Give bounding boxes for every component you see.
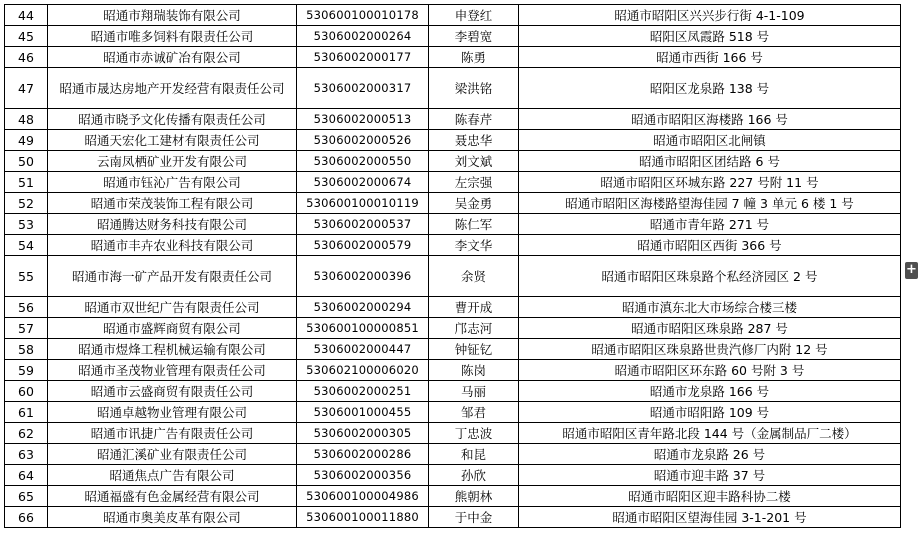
row-number-cell: 59: [5, 360, 48, 381]
legal-person-cell: 陈勇: [429, 47, 519, 68]
address-cell: 昭阳区龙泉路 138 号: [519, 68, 901, 109]
legal-person-cell: 聂忠华: [429, 130, 519, 151]
company-name-cell: 昭通市双世纪广告有限责任公司: [48, 297, 297, 318]
table-row: [5, 47, 901, 68]
address-cell: 昭通市青年路 271 号: [519, 214, 901, 235]
company-name-cell: 昭通焦点广告有限公司: [48, 465, 297, 486]
registration-code-cell: 530600100011880: [297, 507, 429, 528]
company-name-cell: 昭通福盛有色金属经营有限公司: [48, 486, 297, 507]
table-row: [5, 214, 901, 235]
address-cell: 昭通市昭阳区兴兴步行街 4-1-109: [519, 5, 901, 26]
registration-code-cell: 5306002000177: [297, 47, 429, 68]
table-row: [5, 193, 901, 214]
legal-person-cell: 李碧宽: [429, 26, 519, 47]
row-number-cell: 63: [5, 444, 48, 465]
company-name-cell: 昭通市奥美皮革有限公司: [48, 507, 297, 528]
company-name-cell: 昭通市丰卉农业科技有限公司: [48, 235, 297, 256]
legal-person-cell: 钟钲钇: [429, 339, 519, 360]
table-row: [5, 26, 901, 47]
table-row: [5, 235, 901, 256]
table-row: [5, 130, 901, 151]
address-cell: 昭通市西街 166 号: [519, 47, 901, 68]
address-cell: 昭通市昭阳区西街 366 号: [519, 235, 901, 256]
address-cell: 昭通市昭阳区珠泉路世贵汽修厂内附 12 号: [519, 339, 901, 360]
address-cell: 昭阳区凤霞路 518 号: [519, 26, 901, 47]
legal-person-cell: 余贤: [429, 256, 519, 297]
legal-person-cell: 陈春芹: [429, 109, 519, 130]
row-number-cell: 54: [5, 235, 48, 256]
legal-person-cell: 陈仁军: [429, 214, 519, 235]
company-name-cell: 昭通市钰沁广告有限公司: [48, 172, 297, 193]
address-cell: 昭通市昭阳区珠泉路 287 号: [519, 318, 901, 339]
registration-code-cell: 5306002000537: [297, 214, 429, 235]
table-row: [5, 402, 901, 423]
company-name-cell: 昭通汇溪矿业有限责任公司: [48, 444, 297, 465]
registration-code-cell: 5306001000455: [297, 402, 429, 423]
registration-code-cell: 5306002000674: [297, 172, 429, 193]
table-row: [5, 465, 901, 486]
registration-code-cell: 5306002000447: [297, 339, 429, 360]
table-row: [5, 68, 901, 109]
registration-code-cell: 5306002000286: [297, 444, 429, 465]
row-number-cell: 52: [5, 193, 48, 214]
legal-person-cell: 吴金勇: [429, 193, 519, 214]
address-cell: 昭通市昭阳区青年路北段 144 号（金属制品厂二楼）: [519, 423, 901, 444]
registration-code-cell: 5306002000579: [297, 235, 429, 256]
address-cell: 昭通市龙泉路 26 号: [519, 444, 901, 465]
company-name-cell: 昭通天宏化工建材有限责任公司: [48, 130, 297, 151]
legal-person-cell: 左宗强: [429, 172, 519, 193]
registration-code-cell: 5306002000264: [297, 26, 429, 47]
address-cell: 昭通市昭阳路 109 号: [519, 402, 901, 423]
registration-code-cell: 5306002000550: [297, 151, 429, 172]
registration-code-cell: 5306002000526: [297, 130, 429, 151]
company-name-cell: 昭通市翔瑞装饰有限公司: [48, 5, 297, 26]
company-name-cell: 昭通市赤诚矿冶有限公司: [48, 47, 297, 68]
registration-code-cell: 5306002000396: [297, 256, 429, 297]
company-name-cell: 昭通市荣茂装饰工程有限公司: [48, 193, 297, 214]
row-number-cell: 65: [5, 486, 48, 507]
table-row: [5, 423, 901, 444]
registration-code-cell: 530600100010119: [297, 193, 429, 214]
company-name-cell: 昭通市晓予文化传播有限责任公司: [48, 109, 297, 130]
legal-person-cell: 陈岗: [429, 360, 519, 381]
table-row: [5, 172, 901, 193]
table-row: [5, 318, 901, 339]
row-number-cell: 51: [5, 172, 48, 193]
registration-code-cell: 5306002000251: [297, 381, 429, 402]
company-name-cell: 昭通卓越物业管理有限公司: [48, 402, 297, 423]
row-number-cell: 66: [5, 507, 48, 528]
row-number-cell: 50: [5, 151, 48, 172]
company-name-cell: 昭通市云盛商贸有限责任公司: [48, 381, 297, 402]
registration-code-cell: 530600100000851: [297, 318, 429, 339]
registration-code-cell: 5306002000305: [297, 423, 429, 444]
table-row: [5, 444, 901, 465]
row-number-cell: 53: [5, 214, 48, 235]
row-number-cell: 44: [5, 5, 48, 26]
legal-person-cell: 孙欣: [429, 465, 519, 486]
table-row: [5, 151, 901, 172]
legal-person-cell: 李文华: [429, 235, 519, 256]
company-name-cell: 昭通市讯捷广告有限责任公司: [48, 423, 297, 444]
address-cell: 昭通市昭阳区珠泉路个私经济园区 2 号: [519, 256, 901, 297]
company-name-cell: 昭通市煜烽工程机械运输有限公司: [48, 339, 297, 360]
row-number-cell: 49: [5, 130, 48, 151]
legal-person-cell: 丁忠波: [429, 423, 519, 444]
legal-person-cell: 邹君: [429, 402, 519, 423]
legal-person-cell: 于中金: [429, 507, 519, 528]
company-registry-table: [4, 4, 901, 528]
table-row: [5, 256, 901, 297]
row-number-cell: 45: [5, 26, 48, 47]
address-cell: 昭通市昭阳区迎丰路科协二楼: [519, 486, 901, 507]
address-cell: 昭通市昭阳区北闸镇: [519, 130, 901, 151]
address-cell: 昭通市昭阳区环东路 60 号附 3 号: [519, 360, 901, 381]
row-number-cell: 57: [5, 318, 48, 339]
row-number-cell: 48: [5, 109, 48, 130]
registration-code-cell: 5306002000294: [297, 297, 429, 318]
registration-code-cell: 5306002000513: [297, 109, 429, 130]
row-number-cell: 61: [5, 402, 48, 423]
row-number-cell: 55: [5, 256, 48, 297]
row-number-cell: 46: [5, 47, 48, 68]
registration-code-cell: 530602100006020: [297, 360, 429, 381]
legal-person-cell: 和昆: [429, 444, 519, 465]
row-number-cell: 62: [5, 423, 48, 444]
company-name-cell: 昭通市唯多饲料有限责任公司: [48, 26, 297, 47]
table-row: [5, 381, 901, 402]
table-body: [5, 5, 901, 528]
row-number-cell: 58: [5, 339, 48, 360]
registration-code-cell: 5306002000356: [297, 465, 429, 486]
company-name-cell: 昭通腾达财务科技有限公司: [48, 214, 297, 235]
company-name-cell: 昭通市盛辉商贸有限公司: [48, 318, 297, 339]
address-cell: 昭通市昭阳区望海佳园 3-1-201 号: [519, 507, 901, 528]
address-cell: 昭通市昭阳区海楼路望海佳园 7 幢 3 单元 6 楼 1 号: [519, 193, 901, 214]
address-cell: 昭通市昭阳区海楼路 166 号: [519, 109, 901, 130]
table-row: [5, 109, 901, 130]
row-number-cell: 64: [5, 465, 48, 486]
legal-person-cell: 申登红: [429, 5, 519, 26]
expand-handle-icon[interactable]: +: [906, 262, 917, 277]
legal-person-cell: 刘文斌: [429, 151, 519, 172]
legal-person-cell: 马丽: [429, 381, 519, 402]
address-cell: 昭通市昭阳区环城东路 227 号附 11 号: [519, 172, 901, 193]
table-row: [5, 297, 901, 318]
table-row: [5, 360, 901, 381]
company-name-cell: 昭通市海一矿产品开发有限责任公司: [48, 256, 297, 297]
table-row: [5, 507, 901, 528]
address-cell: 昭通市龙泉路 166 号: [519, 381, 901, 402]
row-number-cell: 56: [5, 297, 48, 318]
address-cell: 昭通市昭阳区团结路 6 号: [519, 151, 901, 172]
address-cell: 昭通市迎丰路 37 号: [519, 465, 901, 486]
company-name-cell: 昭通市晟达房地产开发经营有限责任公司: [48, 68, 297, 109]
address-cell: 昭通市滇东北大市场综合楼三楼: [519, 297, 901, 318]
table-row: [5, 486, 901, 507]
legal-person-cell: 梁洪铭: [429, 68, 519, 109]
registration-code-cell: 5306002000317: [297, 68, 429, 109]
legal-person-cell: 邝志河: [429, 318, 519, 339]
table-row: [5, 5, 901, 26]
company-name-cell: 云南凤栖矿业开发有限公司: [48, 151, 297, 172]
table-row: [5, 339, 901, 360]
company-name-cell: 昭通市圣茂物业管理有限责任公司: [48, 360, 297, 381]
legal-person-cell: 曹开成: [429, 297, 519, 318]
legal-person-cell: 熊朝林: [429, 486, 519, 507]
registration-code-cell: 530600100004986: [297, 486, 429, 507]
registration-code-cell: 530600100010178: [297, 5, 429, 26]
row-number-cell: 60: [5, 381, 48, 402]
row-number-cell: 47: [5, 68, 48, 109]
